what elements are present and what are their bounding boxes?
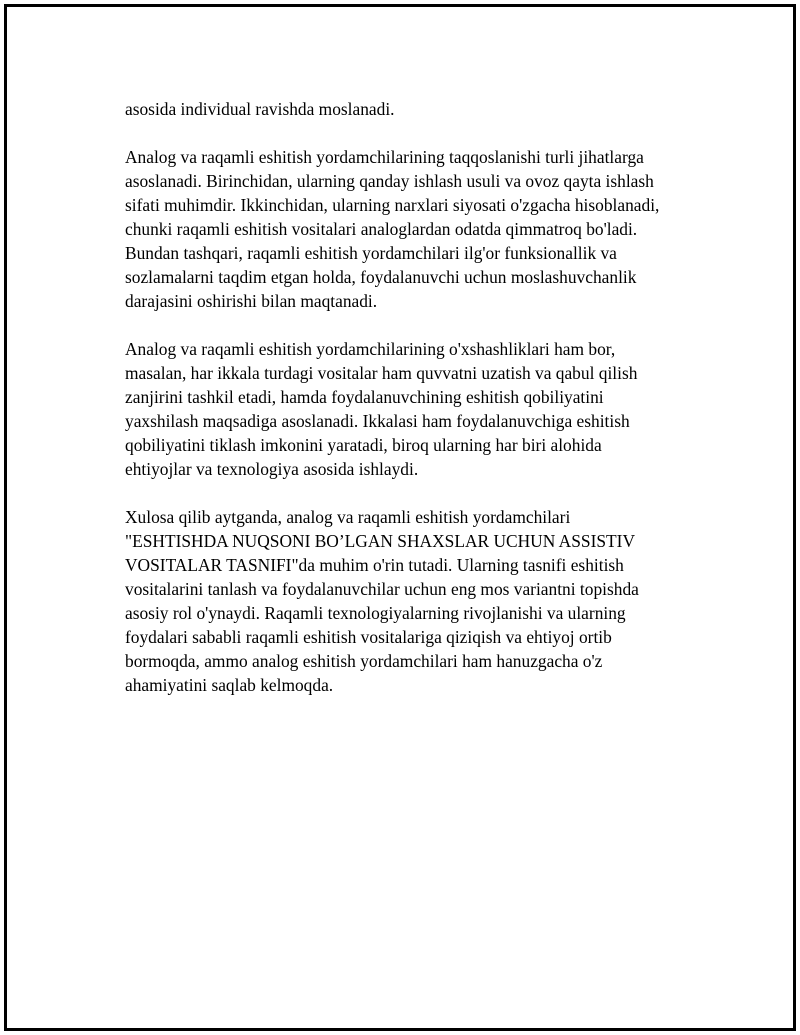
paragraph-4: [125, 505, 705, 697]
text-line: darajasini oshirishi bilan maqtanadi.: [125, 291, 378, 311]
text-line: masalan, har ikkala turdagi vositalar ham quvvatni uzatish va qabul qilish: [125, 363, 638, 383]
text-line: ehtiyojlar va texnologiya asosida ishlaydi.: [125, 459, 419, 479]
text-line: vositalarini tanlash va foydalanuvchilar uchun eng mos variantni topishda: [125, 579, 639, 599]
paragraph-1: [125, 97, 705, 121]
text-line: Analog va raqamli eshitish yordamchilarining taqqoslanishi turli jihatlarga: [125, 147, 644, 167]
text-line: sozlamalarni taqdim etgan holda, foydalanuvchi uchun moslashuvchanlik: [125, 267, 637, 287]
page-border: [4, 4, 796, 1031]
text-line: chunki raqamli eshitish vositalari analoglardan odatda qimmatroq bo'ladi.: [125, 219, 638, 239]
text-line: bormoqda, ammo analog eshitish yordamchilari ham hanuzgacha o'z: [125, 651, 603, 671]
text-line: asoslanadi. Birinchidan, ularning qanday ishlash usuli va ovoz qayta ishlash: [125, 171, 654, 191]
text-line: Analog va raqamli eshitish yordamchilarining o'xshashliklari ham bor,: [125, 339, 616, 359]
text-line: "ESHTISHDA NUQSONI BO’LGAN SHAXSLAR UCHUN ASSISTIV: [125, 531, 636, 551]
text-line: Bundan tashqari, raqamli eshitish yordamchilari ilg'or funksionallik va: [125, 243, 617, 263]
text-line: sifati muhimdir. Ikkinchidan, ularning narxlari siyosati o'zgacha hisoblanadi,: [125, 195, 660, 215]
paragraph-3: [125, 337, 705, 481]
text-line: ahamiyatini saqlab kelmoqda.: [125, 675, 334, 695]
paragraph-2: [125, 145, 705, 313]
text-line: zanjirini tashkil etadi, hamda foydalanuvchining eshitish qobiliyatini: [125, 387, 604, 407]
text-line: yaxshilash maqsadiga asoslanadi. Ikkalasi ham foydalanuvchiga eshitish: [125, 411, 630, 431]
document-body: [125, 97, 705, 721]
text-line: qobiliyatini tiklash imkonini yaratadi, biroq ularning har biri alohida: [125, 435, 602, 455]
text-line: foydalari sababli raqamli eshitish vositalariga qiziqish va ehtiyoj ortib: [125, 627, 612, 647]
text-line: Xulosa qilib aytganda, analog va raqamli eshitish yordamchilari: [125, 507, 571, 527]
text-line: VOSITALAR TASNIFI"da muhim o'rin tutadi. Ularning tasnifi eshitish: [125, 555, 624, 575]
text-line: asosida individual ravishda moslanadi.: [125, 99, 395, 119]
text-line: asosiy rol o'ynaydi. Raqamli texnologiyalarning rivojlanishi va ularning: [125, 603, 626, 623]
